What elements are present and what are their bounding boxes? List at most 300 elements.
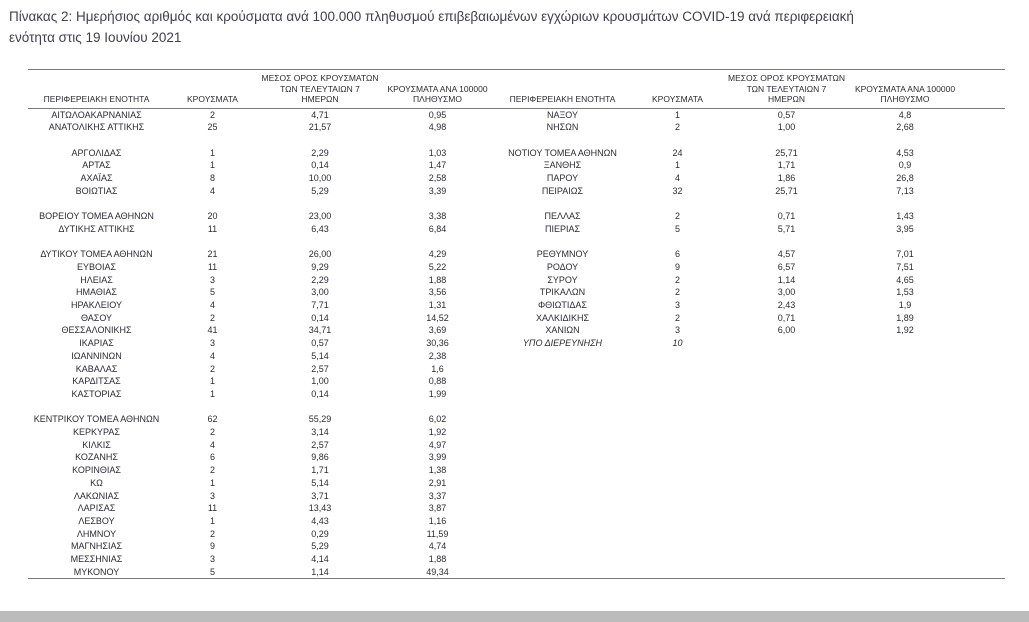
cell-right-region: [495, 502, 630, 515]
cell-right-per100k: 4,53: [896, 147, 914, 158]
cell-left-per100k: [380, 236, 495, 249]
header-filler: [962, 70, 1005, 109]
cell-right-region: [495, 553, 630, 566]
cell-left-avg7: 0,14: [311, 312, 329, 323]
cell-left-region: ΘΕΣΣΑΛΟΝΙΚΗΣ: [61, 325, 132, 336]
cell-right-per100k: [848, 451, 962, 464]
cell-right-avg7: [725, 566, 848, 579]
cell-right-cases: 24: [672, 147, 683, 158]
header-avg7-left-line3: ΗΜΕΡΩΝ: [301, 94, 339, 104]
cell-left-cases: 1: [209, 388, 215, 399]
header-row: [28, 70, 1005, 109]
cell-right-per100k: 3,95: [896, 223, 914, 234]
cell-right-cases: 2: [674, 312, 680, 323]
cell-right-cases: 5: [674, 223, 680, 234]
table-row: [28, 324, 1005, 337]
cell-right-region: [495, 134, 630, 147]
cell-left-avg7: [260, 134, 380, 147]
cell-filler: [962, 299, 1005, 312]
header-region-right: ΠΕΡΙΦΕΡΕΙΑΚΗ ΕΝΟΤΗΤΑ: [495, 70, 630, 109]
cell-left-avg7: 3,14: [311, 427, 329, 438]
cell-right-per100k: [848, 515, 962, 528]
cell-right-avg7: 0,57: [777, 109, 796, 120]
table-body: [28, 108, 1005, 579]
cell-left-avg7: 0,29: [311, 528, 329, 539]
header-cases-right: ΚΡΟΥΣΜΑΤΑ: [630, 70, 725, 109]
cell-left-cases: 1: [209, 147, 215, 158]
cell-right-region: ΡΟΔΟΥ: [546, 261, 579, 272]
table-row: [28, 134, 1005, 147]
cell-left-avg7: 6,43: [311, 223, 329, 234]
cell-left-per100k: 3,87: [428, 503, 447, 514]
cell-left-avg7: [260, 236, 380, 249]
cell-right-per100k: [848, 375, 962, 388]
cell-right-cases: [630, 477, 725, 490]
table-row: [28, 464, 1005, 477]
cell-right-avg7: [725, 477, 848, 490]
table-row: [28, 553, 1005, 566]
cell-right-cases: [630, 540, 725, 553]
cell-right-per100k: [848, 490, 962, 503]
cell-filler: [962, 134, 1005, 147]
cell-left-per100k: 3,99: [428, 452, 447, 463]
cell-right-cases: 2: [674, 211, 680, 222]
cell-left-region: ΚΙΛΚΙΣ: [82, 439, 111, 450]
cell-right-cases: [630, 426, 725, 439]
cell-left-avg7: 4,43: [311, 515, 329, 526]
cell-right-per100k: 1,53: [896, 287, 914, 298]
cell-filler: [962, 401, 1005, 414]
cell-left-cases: 9: [209, 541, 215, 552]
cell-filler: [962, 464, 1005, 477]
cell-filler: [962, 236, 1005, 249]
page-bottom-edge: [0, 611, 1029, 622]
cell-left-region: ΚΕΡΚΥΡΑΣ: [73, 427, 120, 438]
cell-right-avg7: 1,14: [777, 274, 796, 285]
cell-filler: [962, 363, 1005, 376]
cell-right-region: [495, 477, 630, 490]
cell-left-avg7: 5,29: [311, 541, 329, 552]
cell-left-cases: 25: [207, 122, 218, 133]
cell-left-region: ΑΧΑΪΑΣ: [80, 173, 113, 183]
cell-right-avg7: 0,71: [777, 312, 796, 323]
cell-left-avg7: 55,29: [308, 414, 332, 425]
cell-right-region: ΧΑΛΚΙΔΙΚΗΣ: [535, 312, 590, 323]
cell-right-region: [495, 451, 630, 464]
cell-left-per100k: 30,36: [426, 338, 449, 349]
header-cases-left: ΚΡΟΥΣΜΑΤΑ: [165, 70, 260, 109]
cell-right-per100k: [848, 553, 962, 566]
cell-filler: [962, 490, 1005, 503]
cell-left-cases: 2: [209, 528, 215, 539]
cell-left-per100k: [380, 134, 495, 147]
cell-left-per100k: 3,37: [428, 490, 447, 501]
cell-left-region: ΑΝΑΤΟΛΙΚΗΣ ΑΤΤΙΚΗΣ: [48, 122, 145, 133]
cell-right-region: [495, 413, 630, 426]
cell-right-region: ΝΑΞΟΥ: [546, 109, 579, 120]
cell-left-region: [28, 236, 165, 249]
cell-right-region: ΞΑΝΘΗΣ: [543, 160, 582, 171]
cell-left-region: ΗΡΑΚΛΕΙΟΥ: [70, 300, 123, 310]
cell-left-avg7: 4,14: [311, 554, 329, 565]
table-row: [28, 261, 1005, 274]
cell-right-region: [495, 566, 630, 579]
cell-right-avg7: [725, 236, 848, 249]
cell-right-cases: [630, 490, 725, 503]
cell-right-avg7: [725, 388, 848, 401]
cell-left-avg7: 1,71: [311, 465, 329, 476]
header-per100k-right-line1: ΚΡΟΥΣΜΑΤΑ ΑΝΑ 100000: [854, 83, 956, 94]
cell-right-per100k: [848, 388, 962, 401]
table-row: [28, 299, 1005, 312]
cell-left-avg7: 3,71: [311, 490, 329, 501]
cell-left-avg7: 5,29: [311, 185, 329, 196]
cell-right-region: ΡΕΘΥΜΝΟΥ: [536, 249, 589, 260]
cell-right-per100k: 1,92: [896, 325, 914, 336]
table-row: [28, 528, 1005, 541]
cell-right-cases: [630, 388, 725, 401]
cell-right-region: [495, 426, 630, 439]
cell-right-region: [495, 515, 630, 528]
cell-right-per100k: 7,13: [896, 185, 914, 196]
cell-left-region: ΑΡΓΟΛΙΔΑΣ: [71, 147, 122, 158]
cell-left-cases: 41: [207, 325, 218, 336]
covid-cases-table: [28, 69, 1005, 579]
cell-filler: [962, 477, 1005, 490]
cell-filler: [962, 540, 1005, 553]
cell-left-avg7: 2,57: [311, 363, 329, 374]
cell-left-per100k: [380, 401, 495, 414]
cell-right-region: ΧΑΝΙΩΝ: [545, 325, 580, 336]
header-per100k-left-line2: ΠΛΗΘΥΣΜΟ: [413, 94, 462, 104]
header-avg7-right-line1: ΜΕΣΟΣ ΟΡΟΣ ΚΡΟΥΣΜΑΤΩΝ: [728, 73, 845, 83]
table-row: [28, 274, 1005, 287]
cell-filler: [962, 451, 1005, 464]
cell-right-cases: [630, 375, 725, 388]
cell-right-cases: 4: [674, 173, 680, 183]
cell-left-avg7: 34,71: [308, 325, 332, 336]
cell-right-per100k: [848, 477, 962, 490]
cell-right-region: ΣΥΡΟΥ: [547, 274, 578, 285]
cell-right-avg7: 1,71: [777, 160, 796, 171]
cell-left-cases: 6: [209, 452, 215, 463]
cell-filler: [962, 528, 1005, 541]
cell-right-avg7: 4,57: [777, 249, 796, 260]
cell-right-avg7: 25,71: [775, 147, 798, 158]
cell-left-per100k: 11,59: [426, 528, 449, 539]
cell-left-region: ΕΥΒΟΙΑΣ: [76, 261, 117, 272]
cell-left-cases: 1: [209, 477, 215, 488]
cell-right-avg7: [725, 426, 848, 439]
table-row: [28, 375, 1005, 388]
table-row: [28, 401, 1005, 414]
cell-right-per100k: [848, 134, 962, 147]
cell-left-region: ΜΕΣΣΗΝΙΑΣ: [70, 554, 123, 565]
cell-filler: [962, 502, 1005, 515]
cell-right-per100k: 7,01: [896, 249, 914, 260]
cell-right-per100k: [848, 439, 962, 452]
table-row: [28, 490, 1005, 503]
header-avg7-right: [725, 70, 848, 109]
cell-right-cases: [630, 363, 725, 376]
table-caption: [9, 6, 1021, 48]
cell-right-avg7: 25,71: [775, 185, 798, 196]
cell-right-cases: [630, 451, 725, 464]
cell-right-region: ΤΡΙΚΑΛΩΝ: [539, 287, 586, 298]
cell-right-cases: [630, 515, 725, 528]
cell-left-avg7: 2,29: [311, 147, 329, 158]
cell-right-cases: [630, 197, 725, 210]
table-row: [28, 451, 1005, 464]
cell-right-region: ΝΟΤΙΟΥ ΤΟΜΕΑ ΑΘΗΝΩΝ: [508, 147, 617, 158]
cell-left-region: ΚΑΣΤΟΡΙΑΣ: [71, 388, 122, 399]
cell-left-cases: 1: [209, 160, 215, 171]
cell-right-per100k: 1,9: [898, 300, 912, 310]
cell-right-per100k: [848, 197, 962, 210]
cell-left-per100k: 2,91: [428, 477, 447, 488]
cell-right-cases: 2: [674, 287, 680, 298]
cell-right-avg7: [725, 401, 848, 414]
cell-right-region: ΥΠΟ ΔΙΕΡΕΥΝΗΣΗ: [522, 338, 603, 349]
cell-left-region: ΚΑΡΔΙΤΣΑΣ: [72, 376, 121, 387]
cell-right-per100k: [848, 337, 962, 350]
cell-right-cases: [630, 439, 725, 452]
cell-left-per100k: 2,58: [428, 173, 447, 183]
cell-right-cases: [630, 134, 725, 147]
cell-right-cases: 1: [674, 160, 680, 171]
cell-left-cases: 1: [209, 376, 215, 387]
cell-filler: [962, 210, 1005, 223]
cell-left-avg7: 21,57: [308, 122, 332, 133]
cell-right-cases: 6: [674, 249, 680, 260]
cell-right-per100k: 4,8: [898, 109, 912, 120]
cell-right-region: [495, 528, 630, 541]
cell-left-per100k: 49,34: [426, 566, 449, 577]
cell-right-avg7: [725, 490, 848, 503]
cell-left-per100k: 1,88: [428, 554, 447, 565]
cell-left-cases: 4: [209, 350, 215, 361]
cell-left-per100k: 1,16: [428, 515, 447, 526]
cell-right-cases: [630, 566, 725, 579]
cell-right-avg7: 1,86: [777, 173, 796, 183]
cell-left-region: ΗΜΑΘΙΑΣ: [76, 287, 117, 298]
cell-left-cases: 11: [207, 503, 218, 514]
cell-right-region: [495, 540, 630, 553]
cell-left-region: ΑΙΤΩΛΟΑΚΑΡΝΑΝΙΑΣ: [51, 109, 142, 120]
cell-left-cases: 3: [209, 554, 215, 565]
table-row: [28, 197, 1005, 210]
cell-right-cases: 2: [674, 274, 680, 285]
cell-left-region: ΛΑΡΙΣΑΣ: [77, 503, 116, 514]
cell-left-cases: 11: [207, 223, 218, 234]
cell-right-avg7: [725, 350, 848, 363]
cell-left-cases: 3: [209, 490, 215, 501]
cell-left-cases: 21: [207, 249, 218, 260]
cell-left-cases: 4: [209, 185, 215, 196]
cell-filler: [962, 286, 1005, 299]
header-avg7-left-line1: ΜΕΣΟΣ ΟΡΟΣ ΚΡΟΥΣΜΑΤΩΝ: [261, 73, 379, 83]
cell-left-per100k: 5,22: [428, 261, 447, 272]
cell-filler: [962, 159, 1005, 172]
cell-right-avg7: [725, 439, 848, 452]
cell-right-region: [495, 439, 630, 452]
table-row: [28, 159, 1005, 172]
cell-left-avg7: 1,00: [311, 376, 329, 387]
cell-left-per100k: 3,38: [428, 211, 447, 222]
cell-left-per100k: 1,88: [428, 274, 447, 285]
cell-filler: [962, 337, 1005, 350]
cell-right-cases: [630, 528, 725, 541]
header-avg7-left: [260, 70, 380, 109]
cell-right-region: [495, 236, 630, 249]
header-per100k-left-line1: ΚΡΟΥΣΜΑΤΑ ΑΝΑ 100000: [387, 83, 488, 94]
cell-right-cases: 2: [674, 122, 680, 133]
cell-right-avg7: [725, 528, 848, 541]
cell-left-per100k: [380, 197, 495, 210]
cell-left-per100k: 3,39: [428, 185, 447, 196]
cell-left-region: ΜΥΚΟΝΟΥ: [73, 566, 120, 577]
cell-right-avg7: [725, 413, 848, 426]
cell-left-region: ΛΑΚΩΝΙΑΣ: [73, 490, 120, 501]
cell-left-per100k: 1,6: [431, 363, 444, 374]
cell-left-avg7: 23,00: [308, 211, 332, 222]
cell-right-cases: [630, 350, 725, 363]
cell-left-region: ΒΟΙΩΤΙΑΣ: [75, 185, 118, 196]
cell-filler: [962, 426, 1005, 439]
cell-left-region: ΗΛΕΙΑΣ: [80, 274, 113, 285]
cell-left-cases: 20: [207, 211, 218, 222]
table-caption-line1: Πίνακας 2: Ημερήσιος αριθμός και κρούσματα ανά 100.000 πληθυσμού επιβεβαιωμένων εγχώριων κρουσμάτων COVID-19 ανά περιφερειακή: [9, 9, 854, 24]
cell-left-region: ΛΕΣΒΟΥ: [78, 515, 115, 526]
cell-left-per100k: 1,92: [428, 427, 447, 438]
cell-left-region: ΚΩ: [90, 477, 103, 488]
cell-left-cases: 2: [209, 363, 215, 374]
cell-right-avg7: [725, 540, 848, 553]
cell-left-per100k: 1,38: [428, 465, 447, 476]
cell-left-region: ΚΟΖΑΝΗΣ: [75, 452, 118, 463]
cell-left-per100k: 14,52: [426, 312, 449, 323]
cell-right-cases: 32: [672, 185, 683, 196]
cell-left-per100k: 6,02: [428, 414, 447, 425]
cell-left-region: ΚΑΒΑΛΑΣ: [75, 363, 118, 374]
cell-left-region: [28, 401, 165, 414]
cell-left-cases: 8: [209, 173, 215, 183]
cell-left-avg7: 5,14: [311, 477, 329, 488]
cell-left-region: [28, 197, 165, 210]
cell-right-avg7: [725, 502, 848, 515]
header-per100k-right-line2: ΠΛΗΘΥΣΜΟ: [880, 94, 930, 104]
table-row: [28, 413, 1005, 426]
cell-right-per100k: 26,8: [896, 173, 914, 183]
cell-left-region: ΑΡΤΑΣ: [82, 160, 111, 171]
cell-left-per100k: 1,99: [428, 388, 447, 399]
table-row: [28, 477, 1005, 490]
cell-left-per100k: 3,69: [428, 325, 447, 336]
table-row: [28, 147, 1005, 160]
cell-left-cases: 2: [209, 109, 215, 120]
cell-right-cases: 3: [674, 325, 680, 336]
cell-right-region: ΠΕΙΡΑΙΩΣ: [541, 185, 584, 196]
cell-filler: [962, 324, 1005, 337]
cell-left-region: ΔΥΤΙΚΟΥ ΤΟΜΕΑ ΑΘΗΝΩΝ: [40, 249, 153, 260]
table-row: [28, 502, 1005, 515]
cell-left-avg7: [260, 401, 380, 414]
cell-right-per100k: [848, 566, 962, 579]
header-avg7-left-line2: ΤΩΝ ΤΕΛΕΥΤΑΙΩΝ 7: [280, 83, 360, 94]
cell-filler: [962, 375, 1005, 388]
cell-right-per100k: [848, 528, 962, 541]
cell-left-cases: 5: [209, 287, 215, 298]
cell-right-cases: [630, 413, 725, 426]
cell-right-region: ΦΘΙΩΤΙΔΑΣ: [538, 300, 587, 310]
cell-right-cases: 1: [674, 109, 680, 120]
cell-left-cases: 1: [209, 515, 215, 526]
cell-left-per100k: 1,31: [428, 300, 447, 310]
cell-left-cases: 3: [209, 338, 215, 349]
cell-left-region: ΔΥΤΙΚΗΣ ΑΤΤΙΚΗΣ: [58, 223, 135, 234]
table-row: [28, 426, 1005, 439]
cell-left-per100k: 0,95: [428, 109, 447, 120]
cell-right-per100k: [848, 426, 962, 439]
cell-left-avg7: 9,29: [311, 261, 329, 272]
cell-right-per100k: [848, 401, 962, 414]
table-row: [28, 312, 1005, 325]
cell-right-per100k: [848, 363, 962, 376]
header-region-left: ΠΕΡΙΦΕΡΕΙΑΚΗ ΕΝΟΤΗΤΑ: [28, 70, 165, 109]
cell-left-cases: [165, 134, 260, 147]
cell-left-avg7: 3,00: [311, 287, 329, 298]
cell-filler: [962, 350, 1005, 363]
cell-right-per100k: [848, 350, 962, 363]
cell-left-avg7: 26,00: [308, 249, 332, 260]
cell-left-per100k: 4,74: [428, 541, 447, 552]
cell-left-region: ΘΑΣΟΥ: [80, 312, 113, 323]
cell-left-avg7: 2,57: [311, 439, 329, 450]
cell-filler: [962, 388, 1005, 401]
table-row: [28, 236, 1005, 249]
cell-left-cases: [165, 197, 260, 210]
cell-filler: [962, 439, 1005, 452]
table-row: [28, 248, 1005, 261]
cell-left-avg7: [260, 197, 380, 210]
cell-left-region: [28, 134, 165, 147]
cell-right-region: [495, 375, 630, 388]
cell-right-avg7: 3,00: [777, 287, 796, 298]
cell-right-avg7: 2,43: [777, 300, 796, 310]
cell-left-per100k: 4,97: [428, 439, 447, 450]
cell-filler: [962, 197, 1005, 210]
header-per100k-right: [848, 70, 962, 109]
table-row: [28, 439, 1005, 452]
cell-right-region: ΠΑΡΟΥ: [546, 173, 579, 183]
cell-filler: [962, 413, 1005, 426]
cell-left-per100k: 2,38: [428, 350, 447, 361]
cell-right-region: [495, 464, 630, 477]
cell-right-region: [495, 350, 630, 363]
table-row: [28, 108, 1005, 121]
cell-right-cases: [630, 502, 725, 515]
cell-right-avg7: [725, 451, 848, 464]
cell-left-avg7: 2,29: [311, 274, 329, 285]
cell-right-region: [495, 197, 630, 210]
cell-right-cases: [630, 401, 725, 414]
cell-left-cases: 2: [209, 427, 215, 438]
cell-right-avg7: [725, 375, 848, 388]
cell-right-avg7: 6,57: [777, 261, 796, 272]
cell-right-per100k: 1,43: [896, 211, 914, 222]
cell-left-avg7: 0,14: [311, 160, 329, 171]
cell-left-region: ΒΟΡΕΙΟΥ ΤΟΜΕΑ ΑΘΗΝΩΝ: [39, 211, 154, 222]
